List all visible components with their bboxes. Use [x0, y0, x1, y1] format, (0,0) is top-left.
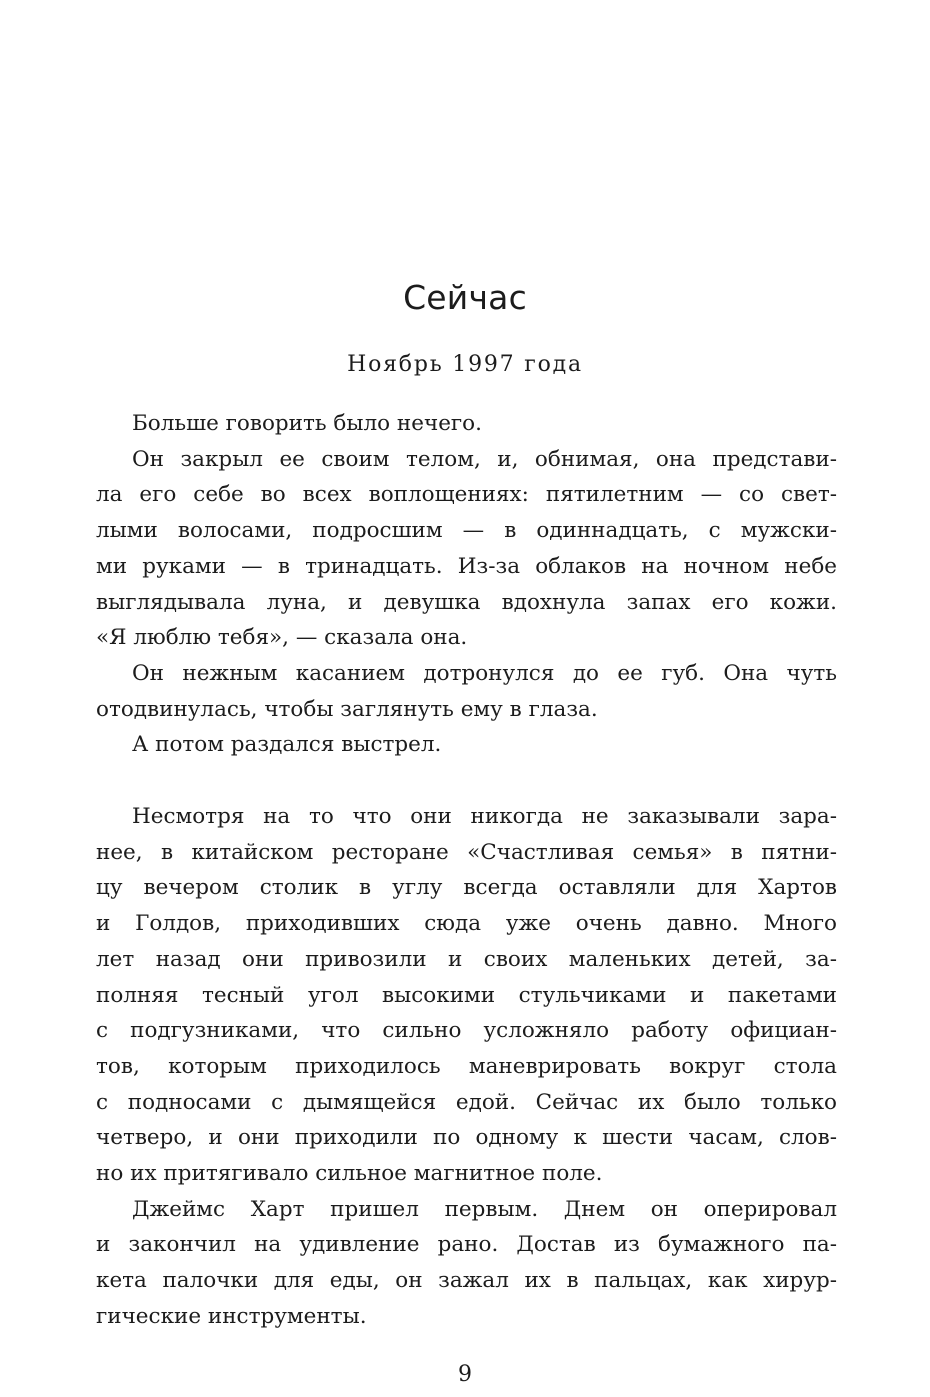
text-line: но их притягивало сильное магнитное поле. — [96, 1161, 603, 1187]
text-line: выглядывала луна, и девушка вдохнула запах его кожи. — [96, 589, 837, 615]
text-line: Он нежным касанием дотронулся до ее губ. Она чуть — [132, 660, 837, 686]
text-line: Он закрыл ее своим телом, и, обнимая, она представи- — [132, 446, 837, 472]
text-line: ми руками — в тринадцать. Из-за облаков на ночном небе — [96, 553, 837, 579]
paragraph — [96, 442, 837, 656]
text-line: четверо, и они приходили по одному к шести часам, слов- — [96, 1125, 837, 1151]
chapter-subtitle: Ноябрь 1997 года — [347, 352, 583, 377]
text-line: А потом раздался выстрел. — [132, 732, 442, 758]
text-line: ла его себе во всех воплощениях: пятилетним — со свет- — [96, 482, 837, 508]
paragraph — [96, 406, 837, 442]
text-line: с подносами с дымящейся едой. Сейчас их было только — [96, 1089, 837, 1115]
paragraph — [96, 799, 837, 1192]
text-line: полняя тесный угол высокими стульчиками и пакетами — [96, 982, 837, 1008]
text-line: с подгузниками, что сильно усложняло работу официан- — [96, 1018, 837, 1044]
paragraph — [96, 1192, 837, 1335]
text-line: «Я люблю тебя», — сказала она. — [96, 625, 468, 651]
text-section-2 — [96, 799, 837, 1335]
text-line: лыми волосами, подросшим — в одиннадцать, с мужски- — [96, 518, 837, 544]
text-line: и Голдов, приходивших сюда уже очень давно. Много — [96, 911, 837, 937]
text-line: нее, в китайском ресторане «Счастливая семья» в пятни- — [96, 839, 837, 865]
text-line: кета палочки для еды, он зажал их в пальцах, как хирур- — [96, 1268, 837, 1294]
paragraph — [96, 656, 837, 727]
text-line: лет назад они привозили и своих маленьких детей, за- — [96, 946, 837, 972]
paragraph — [96, 727, 837, 763]
text-line: и закончил на удивление рано. Достав из бумажного па- — [96, 1232, 837, 1258]
text-line: тов, которым приходилось маневрировать вокруг стола — [96, 1053, 837, 1079]
page-number: 9 — [458, 1362, 472, 1387]
text-line: гические инструменты. — [96, 1303, 367, 1329]
text-line: Джеймс Харт пришел первым. Днем он оперировал — [132, 1196, 837, 1222]
text-line: Больше говорить было нечего. — [132, 411, 482, 436]
text-line: Несмотря на то что они никогда не заказывали зара- — [132, 804, 837, 829]
text-section-1 — [96, 406, 837, 763]
text-line: отодвинулась, чтобы заглянуть ему в глаза. — [96, 696, 598, 722]
chapter-title: Сейчас — [403, 278, 527, 317]
text-line: цу вечером столик в углу всегда оставляли для Хартов — [96, 875, 837, 901]
